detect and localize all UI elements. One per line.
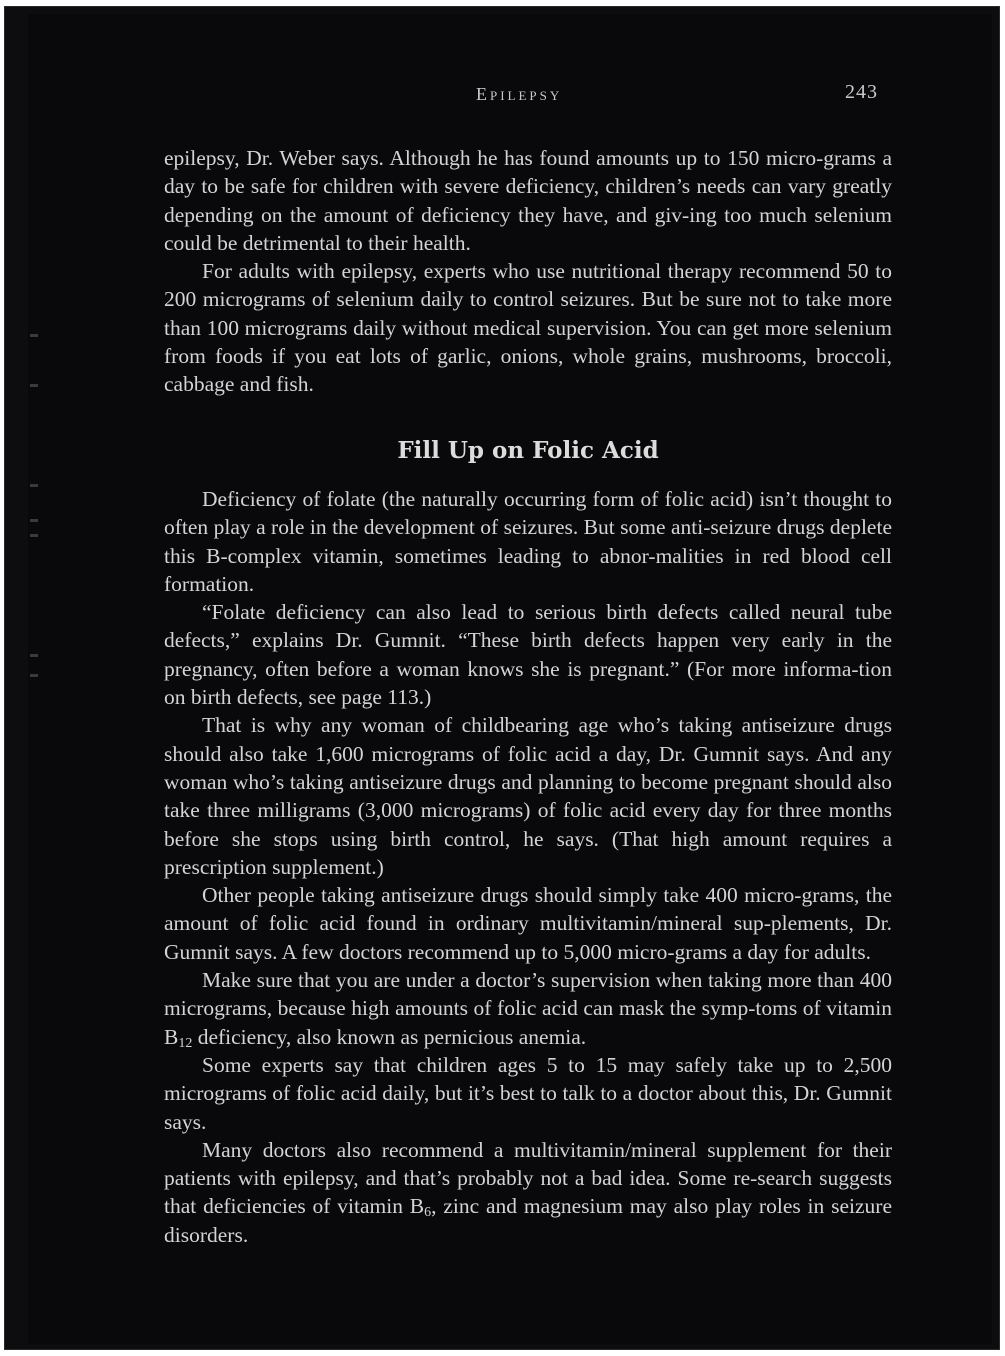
paragraph: Some experts say that children ages 5 to 15 may safely take up to 2,500 micrograms of folic acid daily, but it’s best to talk to a doctor about this, Dr. Gumnit says.	[164, 1052, 892, 1134]
paragraph: Deficiency of folate (the naturally occurring form of folic acid) isn’t thought to often play a role in the development of seizures. But some anti-seizure drugs deplete this B-complex vitamin, sometimes leading to abnor-malities in red blood cell formation.	[164, 486, 892, 596]
paragraph	[164, 1136, 892, 1249]
body-text	[164, 144, 892, 1249]
edge-mark	[30, 674, 38, 677]
paragraph	[164, 966, 892, 1051]
section-heading: Fill Up on Folic Acid	[397, 436, 659, 464]
edge-mark	[30, 484, 38, 487]
edge-mark	[30, 654, 38, 657]
paragraph: Other people taking antiseizure drugs should simply take 400 micro-grams, the amount of folic acid found in ordinary multivitamin/mineral sup-plements, Dr. Gumnit says. A few doctors recommend up to 5,000 micro-grams a day for adults.	[164, 883, 892, 964]
paragraph-text: Many doctors also recommend a multivitamin/mineral supplement for their patients with epilepsy, and that’s probably not a bad idea. Some re-search suggests that deficiencies of vitamin B	[164, 1137, 892, 1219]
edge-mark	[30, 519, 38, 522]
book-page	[28, 14, 992, 1344]
paragraph-text: , zinc and magnesium may also play roles in seizure disorders.	[164, 1194, 892, 1247]
edge-mark	[30, 534, 38, 537]
running-title: Epilepsy	[476, 84, 563, 104]
edge-mark	[30, 384, 38, 387]
page-number: 243	[845, 81, 878, 103]
paragraph-text: Make sure that you are under a doctor’s supervision when taking more than 400 micrograms, because high amounts of folic acid can mask the symp-toms of vitamin B	[164, 968, 892, 1049]
paragraph: “Folate deficiency can also lead to serious birth defects called neural tube defects,” explains Dr. Gumnit. “These birth defects happen very early in the pregnancy, often before a woman knows she is pregnant.” (For more informa-tion on birth defects, see page 113.)	[164, 600, 892, 710]
subscript: 12	[178, 1035, 193, 1051]
paragraph: That is why any woman of childbearing age who’s taking antiseizure drugs should also take 1,600 micrograms of folic acid a day, Dr. Gumnit says. And any woman who’s taking antiseizure drugs and planning to become pregnant should also take three milligrams (3,000 micrograms) of folic acid every day for three months before she stops using birth control, he says. (That high amount requires a prescription supplement.)	[164, 713, 892, 879]
subscript: 6	[424, 1205, 432, 1221]
paragraph: epilepsy, Dr. Weber says. Although he has found amounts up to 150 micro-grams a day to be safe for children with severe deficiency, children’s needs can vary greatly depending on the amount of deficiency they have, and giv-ing too much selenium could be detrimental to their health.	[164, 146, 892, 255]
paragraph-text: deficiency, also known as pernicious anemia.	[192, 1024, 587, 1049]
edge-mark	[30, 334, 38, 337]
paragraph: For adults with epilepsy, experts who use nutritional therapy recommend 50 to 200 micrograms of selenium daily to control seizures. But be sure not to take more than 100 micrograms daily without medical supervision. You can get more selenium from foods if you eat lots of garlic, onions, whole grains, mushrooms, broccoli, cabbage and fish.	[164, 259, 892, 397]
